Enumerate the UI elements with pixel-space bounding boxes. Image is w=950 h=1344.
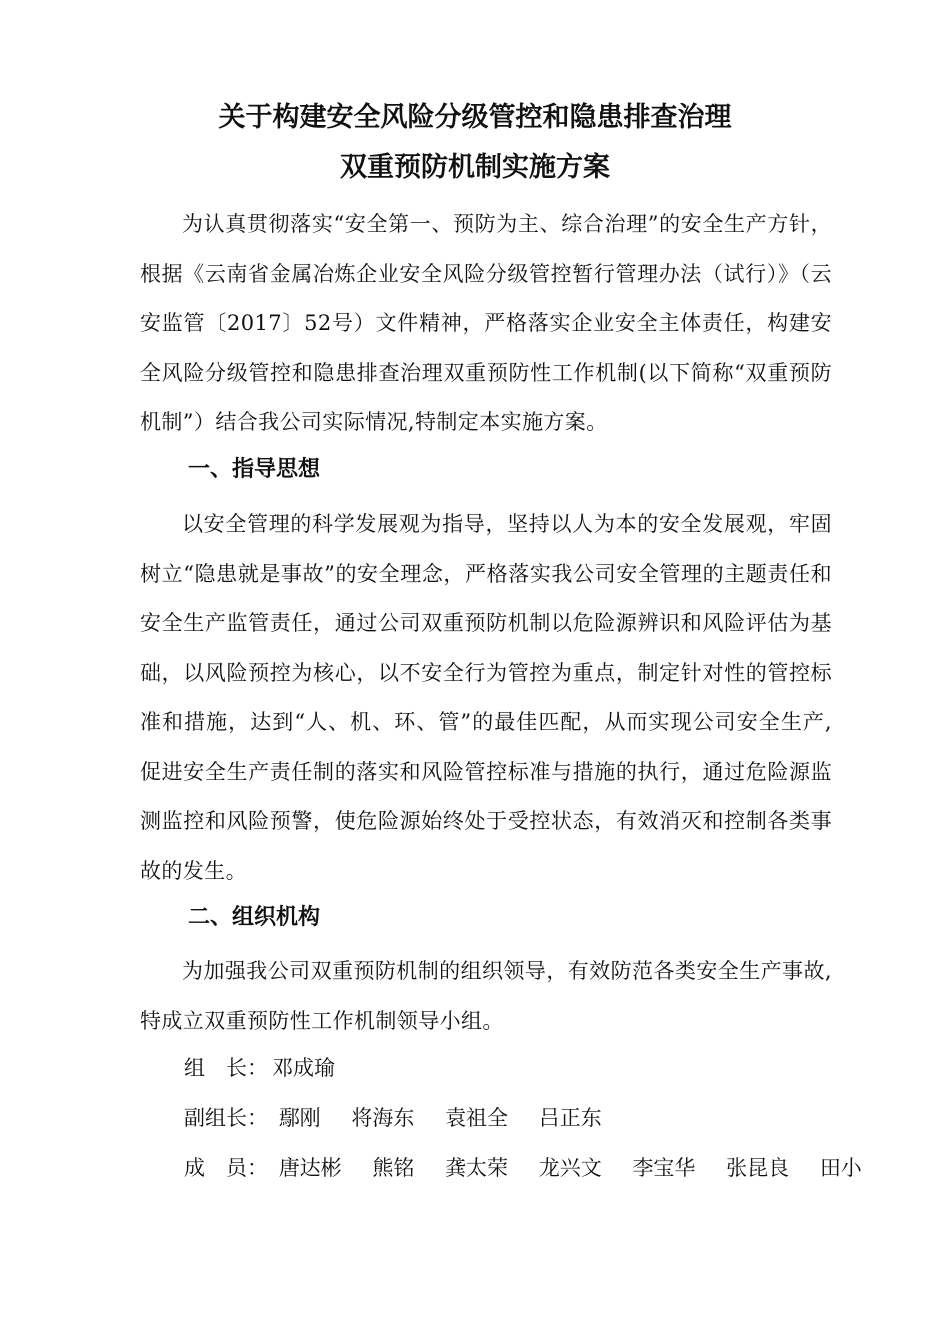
member-name: 唐达彬 [278,1156,342,1180]
document-title-line-1: 关于构建安全风险分级管控和隐患排查治理 [218,102,732,133]
deputy-name: 袁祖全 [445,1106,509,1130]
member-name: 龚太荣 [445,1156,509,1180]
members-row [184,1152,862,1184]
guiding-ideology-paragraph: 以安全管理的科学发展观为指导，坚持以人为本的安全发展观，牢固树立“隐患就是事故”的安全理念，严格落实我公司安全管理的主题责任和安全生产监管责任，通过公司双重预防机制以危险源辨识和风险评估为基础，以风险预控为核心，以不安全行为管控为重点，制定针对性的管控标准和措施，达到“人、机、环、管”的最佳匹配，从而实现公司安全生产,促进安全生产责任制的落实和风险管控标准与措施的执行，通过危险源监测监控和风险预警，使危险源始终处于受控状态，有效消灭和控制各类事故的发生。 [140,512,832,883]
leader-row [184,1052,335,1084]
intro-paragraph: 为认真贯彻落实“安全第一、预防为主、综合治理”的安全生产方针，根据《云南省金属冶炼企业安全风险分级管控暂行管理办法（试行）》（云安监管〔2017〕52号）文件精神，严格落实企业安全主体责任，构建安全风险分级管控和隐患排查治理双重预防性工作机制(以下简称“双重预防机制”）结合我公司实际情况,特制定本实施方案。 [140,212,832,434]
members-label: 成 员： [184,1156,268,1180]
member-name: 田小 [819,1156,862,1180]
leader-label: 组 长： [184,1056,268,1080]
deputy-name: 将海东 [351,1106,415,1130]
deputy-row [184,1102,602,1134]
member-name: 李宝华 [632,1156,696,1180]
deputy-name: 吕正东 [538,1106,602,1130]
deputy-names [272,1106,602,1130]
section-heading-organization: 二、组织机构 [188,905,321,930]
leader-name: 邓成瑜 [272,1056,335,1080]
member-name: 熊铭 [372,1156,415,1180]
deputy-name: 鄢刚 [278,1106,321,1130]
section-heading-guiding-ideology: 一、指导思想 [188,457,321,482]
document-title-line-2: 双重预防机制实施方案 [340,152,610,183]
member-names [272,1156,862,1180]
member-name: 龙兴文 [538,1156,602,1180]
member-name: 张昆良 [726,1156,790,1180]
deputy-label: 副组长： [184,1106,268,1130]
organization-paragraph: 为加强我公司双重预防机制的组织领导，有效防范各类安全生产事故,特成立双重预防性工作机制领导小组。 [140,959,832,1033]
